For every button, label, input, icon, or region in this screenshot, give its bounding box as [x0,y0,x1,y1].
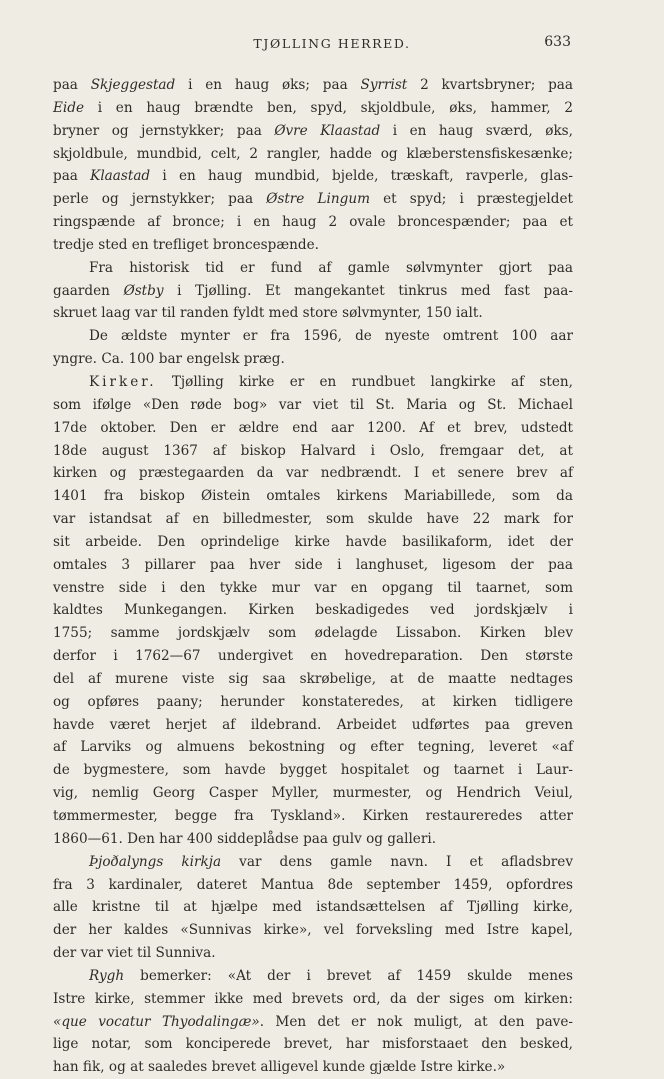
text-line [53,234,573,257]
text-line [53,165,573,188]
text-line [53,645,573,668]
text-run: af Larviks og almuens bekostning og efter tegning, leveret «af [53,739,573,756]
text-line [53,531,573,554]
text-run: i en haug mundbid, bjelde, træskaft, ravperle, glas- [150,168,574,185]
text-line [53,302,573,325]
spaced-heading: Kirker. [89,373,157,390]
text-run: tredje sted en trefliget broncespænde. [53,236,319,253]
italic-text: Rygh [89,967,125,984]
text-run: i Tjølling. Et mangekantet tinkrus med fast paa- [163,282,573,299]
text-run: De ældste mynter er fra 1596, de nyeste omtrent 100 aar [89,328,573,345]
text-line [53,554,573,577]
text-run: de bygmestere, som havde bygget hospitalet og taarnet i Laur- [53,762,573,779]
text-line [53,325,573,348]
text-run: der var viet til Sunniva. [53,945,216,962]
text-line [53,371,573,394]
text-run: som ifølge «Den røde bog» var viet til St. Maria og St. Michael [53,396,573,413]
text-line [53,965,573,988]
text-run: lige notar, som konciperede brevet, har misforstaaet den besked, [53,1036,573,1053]
text-line [53,280,573,303]
text-line [53,394,573,417]
text-run: og opføres paany; herunder konstateredes, at kirken tidligere [53,693,573,710]
text-line [53,1011,573,1034]
text-run: omtales 3 pillarer paa hver side i langhuset, ligesom der paa [53,556,573,573]
text-run: alle kristne til at hjælpe med istandsættelsen af Tjølling kirke, [53,899,573,916]
text-line [53,874,573,897]
text-line [53,74,573,97]
text-run: et spyd; i præstegjeldet [369,191,573,208]
text-run: tømmermester, begge fra Tyskland». Kirken restaureredes atter [53,808,573,824]
text-run: var istandsat af en billedmester, som skulde have 22 mark for [53,511,573,528]
text-run: Istre kirke, stemmer ikke med brevets ord, da der siges om kirken: [53,990,573,1007]
text-run: venstre side i den tykke mur var en opgang til taarnet, som [53,579,573,596]
text-run: i en haug øks; paa [175,77,361,93]
text-line [53,782,573,805]
page-title: TJØLLING HERRED. [253,36,411,51]
text-run: perle og jernstykker; paa [53,191,267,208]
text-line [53,485,573,508]
text-run: var dens gamle navn. I et afladsbrev [221,853,574,870]
text-line [53,1056,573,1079]
text-run: derfor i 1762—67 undergivet en hovedreparation. Den største [53,648,573,665]
text-line [53,599,573,622]
italic-text: Øvre Klaastad [274,122,381,139]
text-line [53,188,573,211]
text-run: skjoldbule, mundbid, celt, 2 rangler, hadde og klæberstensfiskesænke; [53,145,573,162]
text-line [53,919,573,942]
text-run: yngre. Ca. 100 bar engelsk præg. [53,351,285,368]
text-run: skruet laag var til randen fyldt med store sølvmynter, 150 ialt. [53,305,483,322]
text-run: Tjølling kirke er en rundbuet langkirke af sten, [156,373,573,390]
text-line [53,759,573,782]
italic-text: Þjoðalyngs kirkja [89,853,222,870]
text-run: paa [53,77,91,93]
italic-text: Østre Lingum [266,191,370,208]
text-run: havde været herjet af ildebrand. Arbeidet udførtes paa greven [53,716,573,733]
text-line [53,97,573,120]
text-run: bemerker: «At der i brevet af 1459 skulde menes [124,967,573,984]
text-line [53,851,573,874]
italic-text: Klaastad [90,168,151,185]
italic-text: Syrrist [360,77,408,93]
text-run: bryner og jernstykker; paa [53,122,275,139]
text-line [53,942,573,965]
italic-text: Østby [123,282,164,299]
text-run: 18de august 1367 af biskop Halvard i Oslo, fremgaar det, at [53,442,573,459]
italic-text: «que vocatur Thyodalingæ» [53,1013,260,1030]
text-line [53,714,573,737]
text-line [53,348,573,371]
italic-text: Skjeggestad [90,77,176,93]
text-line [53,896,573,919]
text-run: 1755; samme jordskjælv som ødelagde Lissabon. Kirken blev [53,625,573,642]
text-line [53,622,573,645]
text-run: gaarden [53,282,124,299]
text-run: der her kaldes «Sunnivas kirke», vel forveksling med Istre kapel, [53,922,573,939]
text-run: 1401 fra biskop Øistein omtales kirkens Mariabillede, som da [53,488,573,505]
page-number: 633 [544,34,571,50]
text-run: paa [53,168,91,185]
text-line [53,1033,573,1056]
text-run: han fik, og at saaledes brevet alligevel kunde gjælde Istre kirke.» [53,1059,506,1076]
text-run: fra 3 kardinaler, dateret Mantua 8de september 1459, opfordres [53,876,573,893]
text-run: sit arbeide. Den oprindelige kirke havde basilikaform, idet der [53,533,573,550]
text-line [53,508,573,531]
text-run: Fra historisk tid er fund af gamle sølvmynter gjort paa [89,259,573,276]
text-line [53,440,573,463]
text-line [53,417,573,440]
text-line [53,805,573,828]
text-line [53,828,573,851]
text-run: i en haug brændte ben, spyd, skjoldbule, øks, hammer, 2 [84,99,573,116]
body-text [53,74,573,1079]
text-run: kirken og præstegaarden da var nedbrændt. I et senere brev af [53,465,573,482]
text-line [53,257,573,280]
text-run: vig, nemlig Georg Casper Myller, murmester, og Hendrich Veiul, [53,785,573,802]
text-line [53,691,573,714]
text-run: 17de oktober. Den er ældre end aar 1200. Af et brev, udstedt [53,419,573,436]
text-run: 2 kvartsbryner; paa [407,77,574,93]
text-line [53,736,573,759]
text-line [53,668,573,691]
text-line [53,988,573,1011]
text-line [53,462,573,485]
text-line [53,211,573,234]
text-line [53,120,573,143]
text-run: kaldtes Munkegangen. Kirken beskadigedes ved jordskjælv i [53,602,573,619]
running-header [0,36,664,56]
text-run: i en haug sværd, øks, [380,122,573,139]
text-line [53,143,573,166]
text-run: 1860—61. Den har 400 siddeplådse paa gulv og galleri. [53,830,437,847]
text-run: ringspænde af bronce; i en haug 2 ovale broncespænder; paa et [53,214,573,231]
text-run: . Men det er nok muligt, at den pave- [259,1013,573,1030]
text-line [53,577,573,600]
italic-text: Eide [53,99,85,116]
text-run: del af murene viste sig saa skrøbelige, at de maatte nedtages [53,670,573,687]
